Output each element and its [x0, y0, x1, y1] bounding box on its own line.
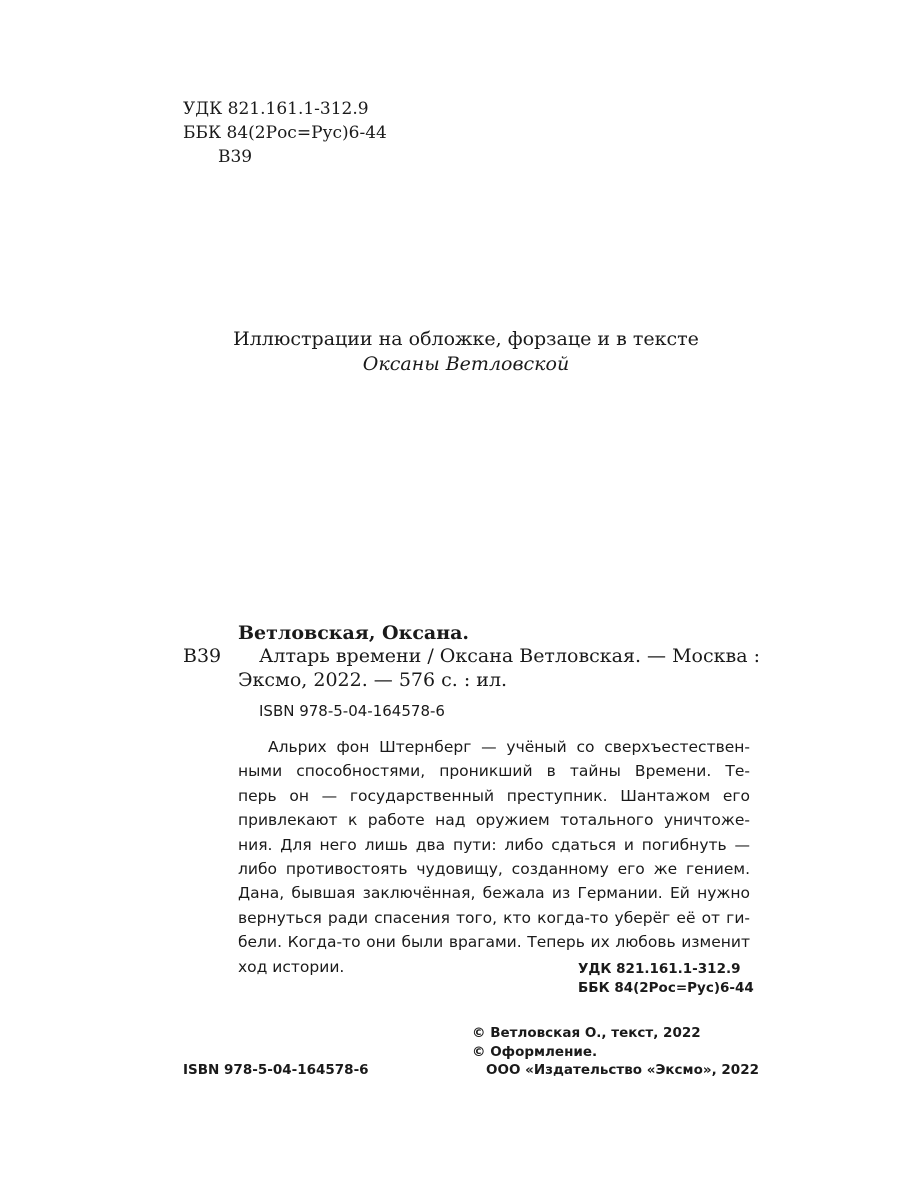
catalog-bbk: ББК 84(2Рос=Рус)6-44 — [578, 980, 754, 996]
annotation-line: Альрих фон Штернберг — учёный со сверхъестествен- — [268, 738, 750, 756]
annotation-line: ход истории. — [238, 957, 345, 976]
catalog-udk: УДК 821.161.1-312.9 — [578, 961, 741, 977]
annotation-line: привлекают к работе над оружием тотального уничтоже- — [238, 811, 750, 830]
footer-isbn: ISBN 978-5-04-164578-6 — [183, 1062, 369, 1078]
annotation-line: вернуться ради спасения того, кто когда-то уберёг её от ги- — [238, 908, 750, 927]
footer-copyright-design: © Оформление. — [472, 1044, 598, 1060]
footer-publisher: ООО «Издательство «Эксмо», 2022 — [486, 1062, 759, 1078]
annotation-line: ными способностями, проникший в тайны Времени. Те- — [238, 762, 750, 781]
header-author-mark: В39 — [218, 147, 253, 167]
illustrations-line: Иллюстрации на обложке, форзаце и в тексте — [233, 328, 699, 350]
footer-copyright-text: © Ветловская О., текст, 2022 — [472, 1025, 701, 1041]
header-udk: УДК 821.161.1-312.9 — [183, 99, 369, 119]
header-bbk: ББК 84(2Рос=Рус)6-44 — [183, 123, 387, 143]
catalog-author: Ветловская, Оксана. — [238, 622, 470, 644]
annotation-line: бели. Когда-то они были врагами. Теперь их любовь изменит — [238, 933, 750, 952]
annotation-line: либо противостоять чудовищу, созданному его же гением. — [238, 860, 750, 879]
catalog-mark: В39 — [183, 645, 222, 667]
catalog-title-line-2: Эксмо, 2022. — 576 с. : ил. — [238, 669, 508, 691]
annotation-line: ния. Для него лишь два пути: либо сдаться и погибнуть — — [238, 835, 750, 854]
illustrations-artist: Оксаны Ветловской — [362, 353, 570, 375]
annotation-line: перь он — государственный преступник. Шантажом его — [238, 786, 750, 805]
catalog-isbn: ISBN 978-5-04-164578-6 — [259, 702, 445, 720]
catalog-title-line-1: Алтарь времени / Оксана Ветловская. — Москва : — [259, 645, 760, 667]
annotation-line: Дана, бывшая заключённая, бежала из Германии. Ей нужно — [238, 884, 750, 903]
annotation-paragraph — [238, 735, 750, 979]
